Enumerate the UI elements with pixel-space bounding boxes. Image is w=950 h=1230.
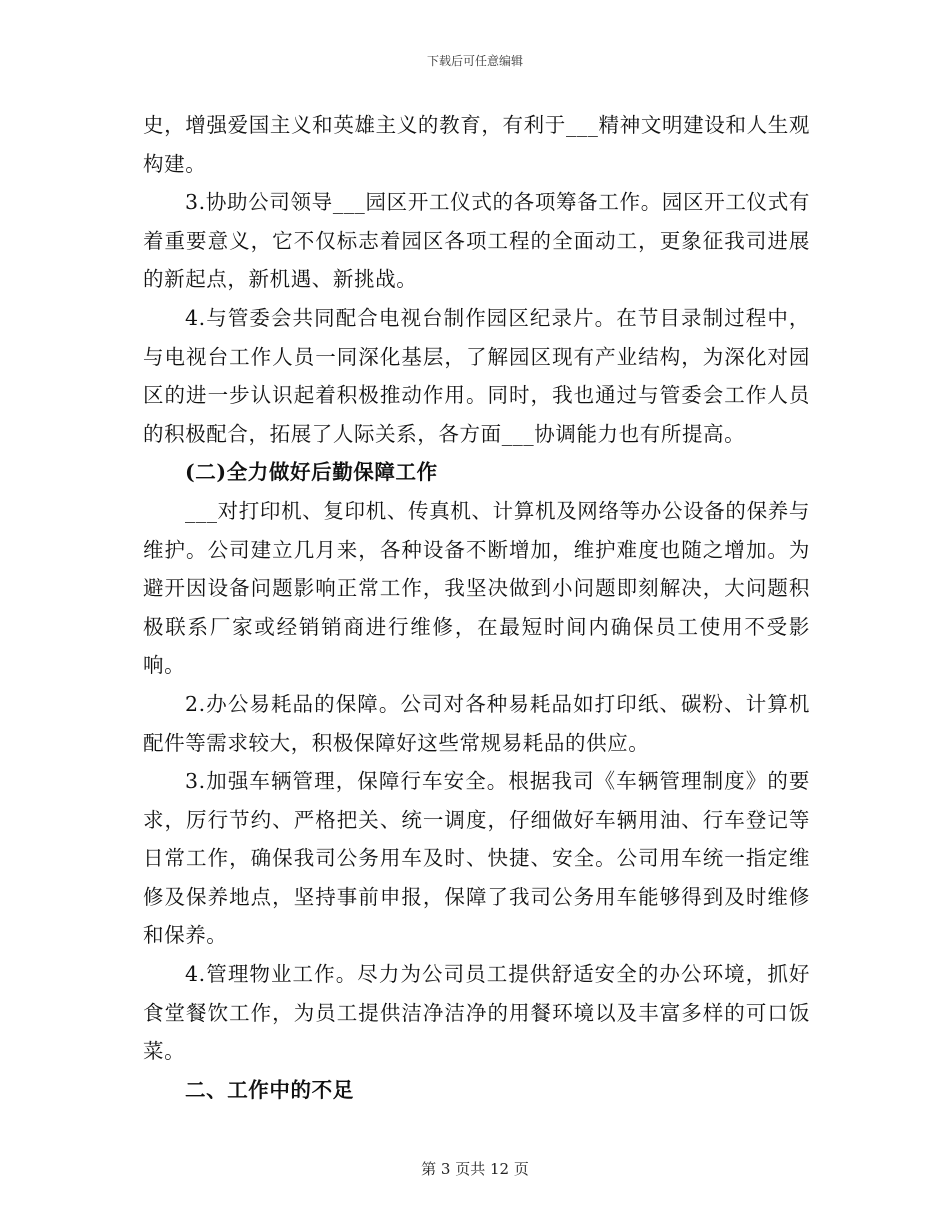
paragraph-3: 4.与管委会共同配合电视台制作园区纪录片。在节目录制过程中，与电视台工作人员一同深化基层，了解园区现有产业结构，为深化对园区的进一步认识起着积极推动作用。同时，我也通过与管委会工作人员的积极配合，拓展了人际关系，各方面___协调能力也有所提高。 (143, 305, 810, 446)
paragraph-1: 史，增强爱国主义和英雄主义的教育，有利于___精神文明建设和人生观构建。 (143, 113, 810, 176)
paragraph-5: 2.办公易耗品的保障。公司对各种易耗品如打印纸、碳粉、计算机配件等需求较大，积极保障好这些常规易耗品的供应。 (143, 691, 810, 755)
paragraph-7: 4.管理物业工作。尽力为公司员工提供舒适安全的办公环境，抓好食堂餐饮工作，为员工提供洁净洁净的用餐环境以及丰富多样的可口饭菜。 (143, 962, 810, 1064)
paragraph-6: 3.加强车辆管理，保障行车安全。根据我司《车辆管理制度》的要求，厉行节约、严格把关、统一调度，仔细做好车辆用油、行车登记等日常工作，确保我司公务用车及时、快捷、安全。公司用车统一指定维修及保养地点，坚持事前申报，保障了我司公务用车能够得到及时维修和保养。 (143, 769, 810, 948)
section-heading-logistics: (二)全力做好后勤保障工作 (185, 460, 438, 485)
page-header: 下载后可任意编辑 (426, 54, 523, 68)
paragraph-2: 3.协助公司领导___园区开工仪式的各项筹备工作。园区开工仪式有着重要意义，它不仅标志着园区各项工程的全面动工，更象征我司进展的新起点，新机遇、新挑战。 (143, 190, 810, 292)
paragraph-4: ___对打印机、复印机、传真机、计算机及网络等办公设备的保养与维护。公司建立几月来，各种设备不断增加，维护难度也随之增加。为避开因设备问题影响正常工作，我坚决做到小问题即刻解决，大问题积极联系厂家或经销销商进行维修，在最短时间内确保员工使用不受影响。 (143, 498, 810, 678)
section-heading-shortcomings: 二、工作中的不足 (185, 1077, 354, 1102)
document-body (143, 106, 810, 1109)
page-footer: 第 3 页共 12 页 (421, 1160, 529, 1178)
